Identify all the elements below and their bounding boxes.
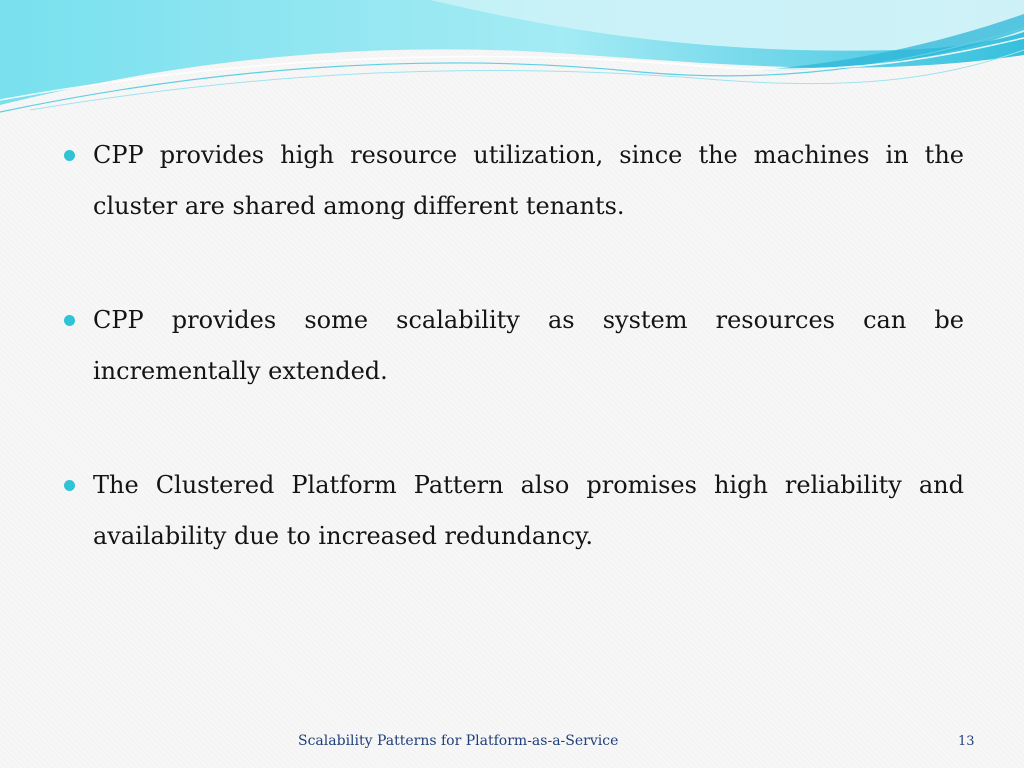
bullet-text: The Clustered Platform Pattern also promises high reliability and availability due to increased redundancy. <box>93 471 964 550</box>
header-wave-decoration <box>0 0 1024 130</box>
bullet-text: CPP provides high resource utilization, since the machines in the cluster are shared among different tenants. <box>93 141 964 220</box>
bullet-dot-icon <box>64 315 75 326</box>
bullet-text: CPP provides some scalability as system resources can be incrementally extended. <box>93 306 964 385</box>
bullet-list <box>60 130 964 625</box>
bullet-item <box>60 295 964 397</box>
bullet-dot-icon <box>64 150 75 161</box>
page-number: 13 <box>958 734 975 749</box>
bullet-item <box>60 130 964 232</box>
footer-title: Scalability Patterns for Platform-as-a-Service <box>298 733 619 749</box>
bullet-dot-icon <box>64 480 75 491</box>
bullet-item <box>60 460 964 562</box>
